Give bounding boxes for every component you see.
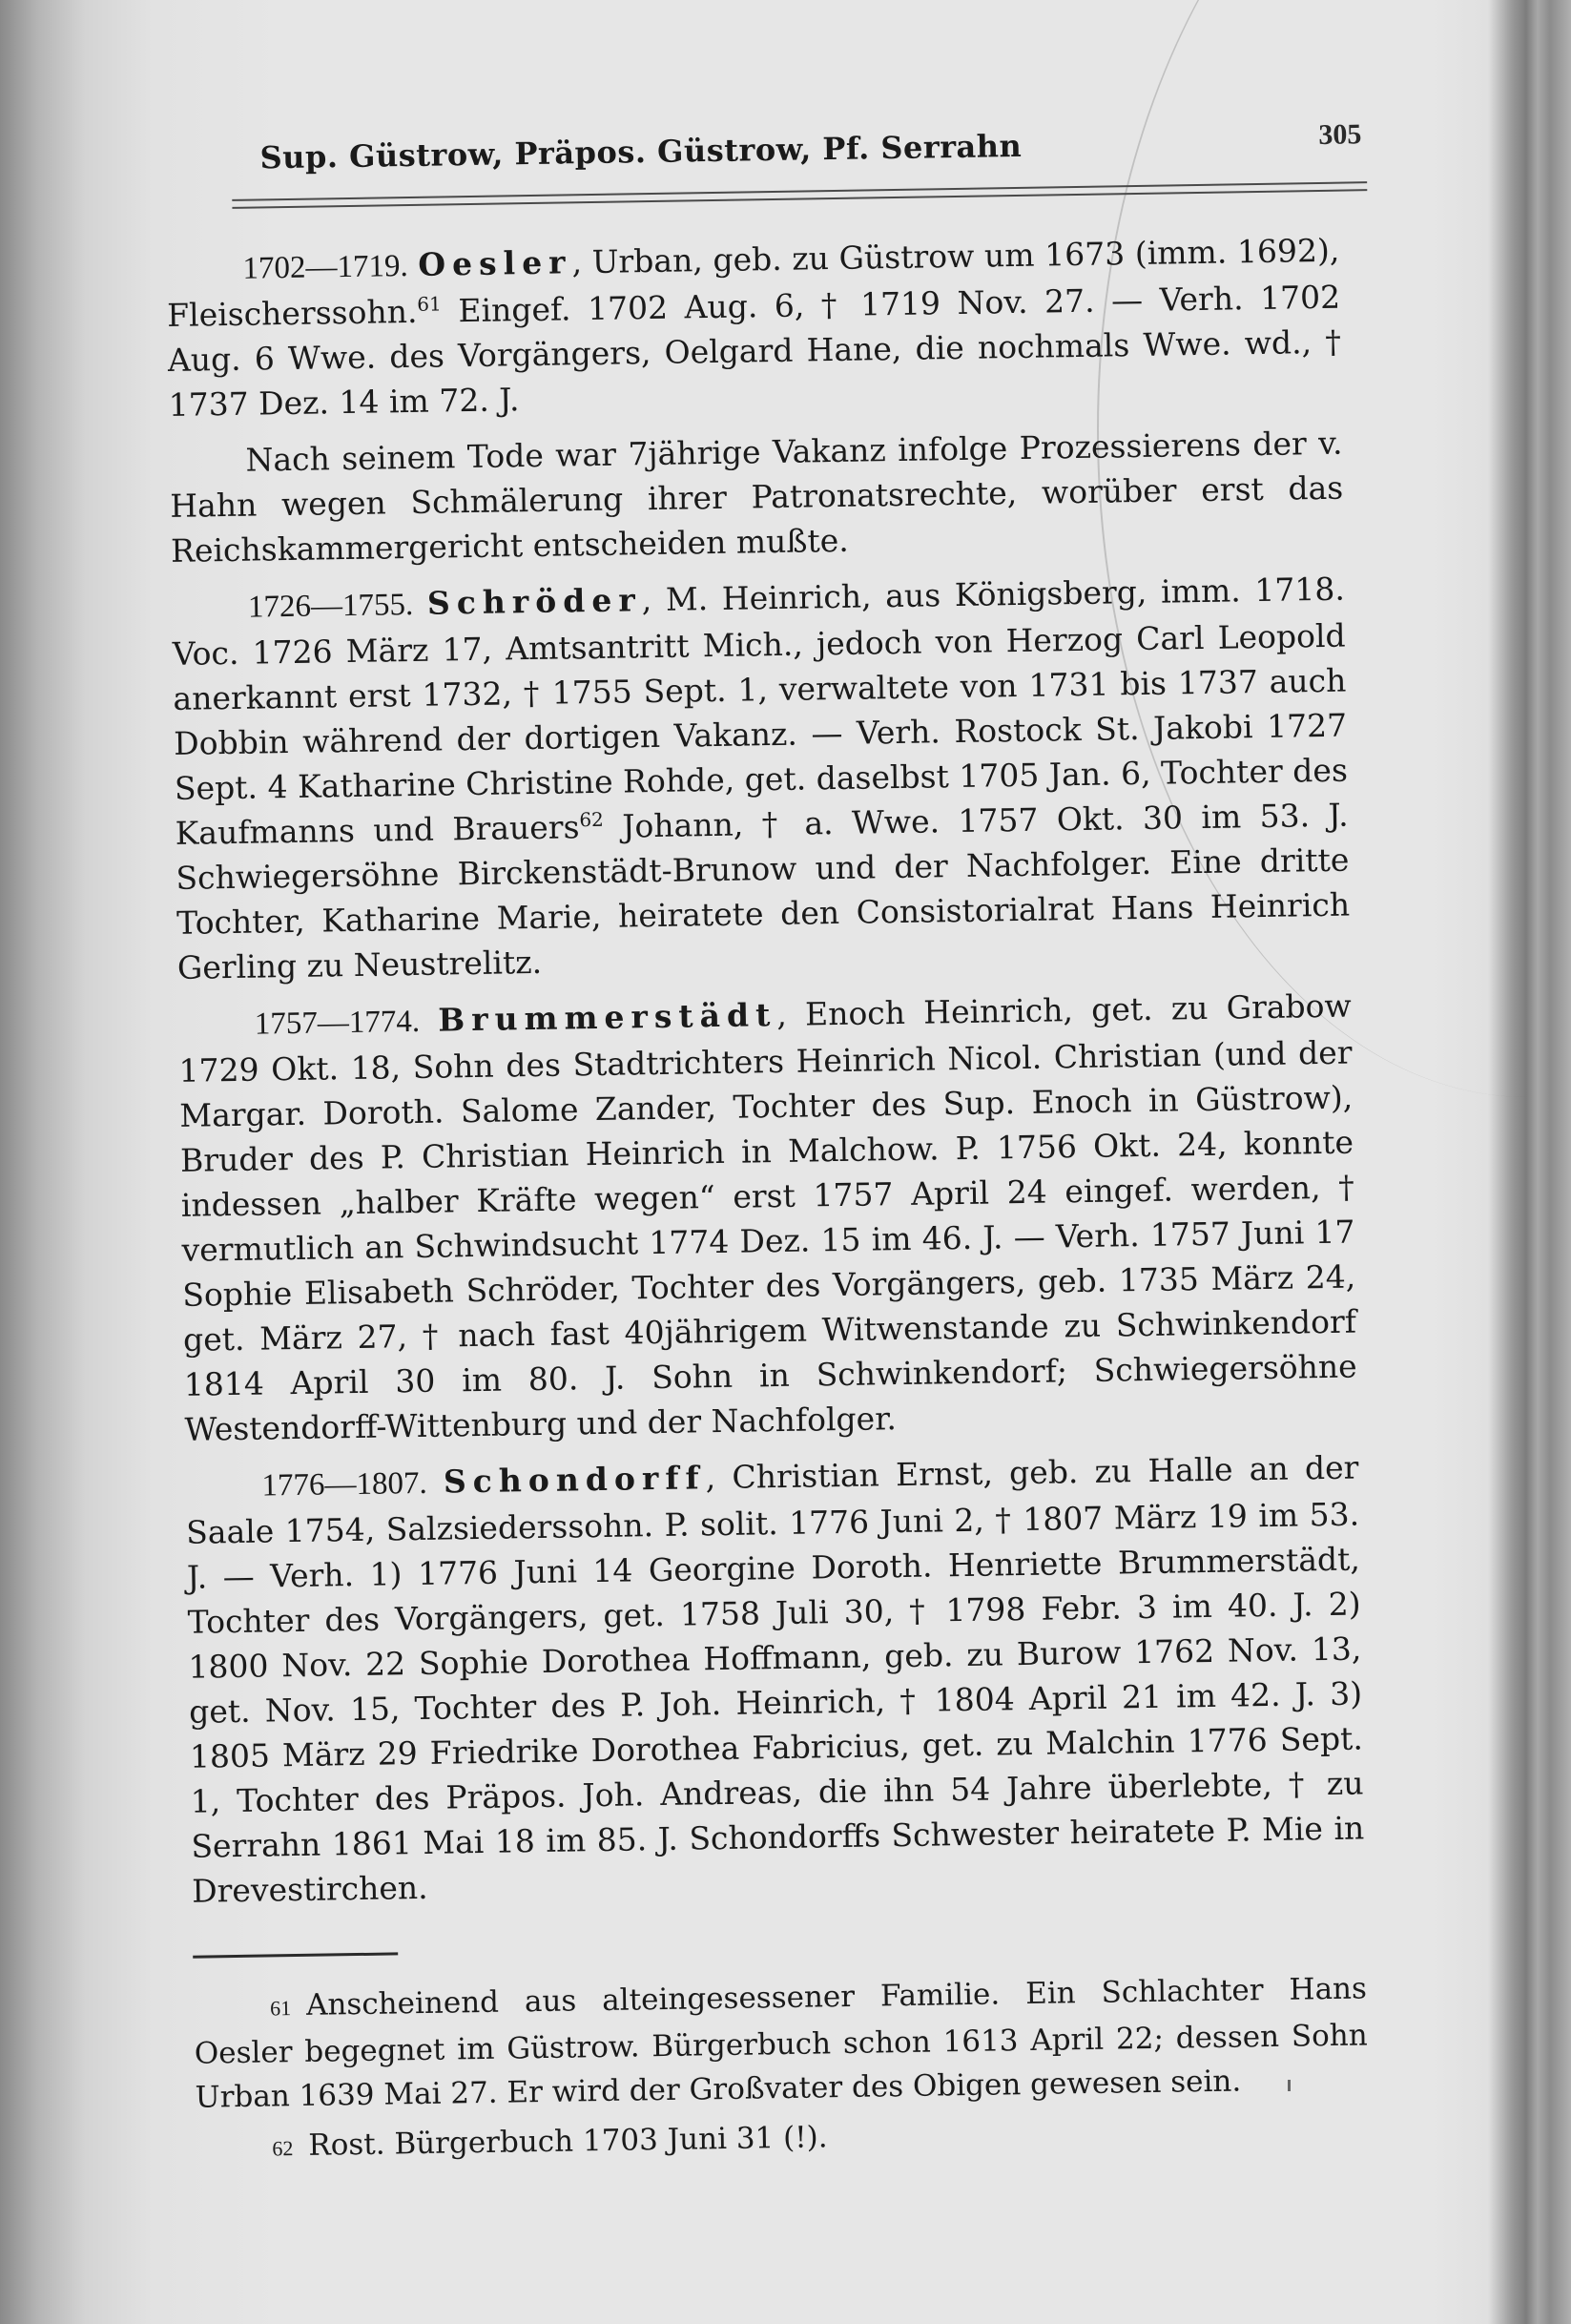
footnote-ref[interactable]: 62 — [579, 807, 604, 832]
entry-brummerstaedt — [177, 984, 1357, 1452]
footnote-text: Anscheinend aus alteingesessener Familie. Ein Schlachter Hans Oesler begegnet im Güstrow. Bürgerbuch schon 1613 April 22; dessen Sohn Urban 1639 Mai 27. Er wird der Großvater des Obigen gewesen sein. — [194, 1971, 1368, 2115]
page-number: 305 — [1318, 118, 1362, 151]
page-body — [166, 228, 1370, 2178]
entry-name: Schondorff — [443, 1459, 706, 1501]
entry-years: 1776—1807. — [261, 1465, 427, 1504]
entry-text-after: Eingef. 1702 Aug. 6, † 1719 Nov. 27. — Verh. 1702 Aug. 6 Wwe. des Vorgängers, Oelgard Hane, die nochmals Wwe. wd., † 1737 Dez. 14 im 72. J. — [167, 278, 1342, 424]
entry-text: , Christian Ernst, geb. zu Halle an der Saale 1754, Salzsiederssohn. P. solit. 1776 Juni 2, † 1807 März 19 im 53. J. — Verh. 1) 1776 Juni 14 Georgine Doroth. Henriette Brummerstädt, Tochter des Vorgängers, get. 1758 Juli 30, † 1798 Febr. 3 im 40. J. 2) 1800 Nov. 22 Sophie Dorothea Hoffmann, geb. zu Burow 1762 Nov. 13, get. Nov. 15, Tochter des P. Joh. Heinrich, † 1804 April 21 im 42. J. 3) 1805 März 29 Friedrike Dorothea Fabricius, get. zu Malchin 1776 Sept. 1, Tochter des Präpos. Joh. Andreas, die ihn 54 Jahre überlebte, † zu Serrahn 1861 Mai 18 im 85. J. Schondorffs Schwester heiratete P. Mie in Drevestirchen. — [185, 1448, 1365, 1910]
entry-text: , M. Heinrich, aus Königsberg, imm. 1718. Voc. 1726 März 17, Amtsantritt Mich., jedoch von Herzog Carl Leopold anerkannt erst 1732, † 1755 Sept. 1, verwaltete von 1731 bis 1737 auch Dobbin während der dortigen Vakanz. — Verh. Rostock St. Jakobi 1727 Sept. 4 Katharine Christine Rohde, get. daselbst 1705 Jan. 6, Tochter des Kaufmanns und Brauers — [172, 570, 1349, 852]
entry-name: Oesler — [417, 243, 572, 283]
footnote-separator — [193, 1952, 398, 1958]
entry-years: 1726—1755. — [247, 587, 414, 625]
entry-text: , Urban, geb. zu Güstrow um 1673 (imm. 1692), Fleischerssohn. — [166, 231, 1340, 334]
footnote-number: 62 — [272, 2136, 294, 2161]
entry-years: 1702—1719. — [242, 248, 408, 286]
running-head: Sup. Güstrow, Präpos. Güstrow, Pf. Serrahn — [259, 127, 1023, 176]
footnote-61 — [194, 1966, 1369, 2119]
footnote-number: 61 — [269, 1996, 292, 2021]
scan-speck — [1288, 2080, 1291, 2091]
entry-years: 1757—1774. — [254, 1004, 421, 1042]
entry-oesler — [166, 228, 1342, 427]
entry-name: Schröder — [426, 581, 642, 622]
vacancy-note: Nach seinem Tode war 7jährige Vakanz infolge Prozessierens der v. Hahn wegen Schmälerung ihrer Patronatsrechte, worüber erst das Reichskammergericht entscheiden mußte. — [170, 424, 1344, 570]
entry-schondorff — [185, 1444, 1365, 1913]
footnote-text: Rost. Bürgerbuch 1703 Juni 31 (!). — [308, 2120, 828, 2163]
entry-text-after: Johann, † a. Wwe. 1757 Okt. 30 im 53. J. Schwiegersöhne Birckenstädt-Brunow und der Nachfolger. Eine dritte Tochter, Katharine Marie, heiratete den Consistorialrat Hans Heinrich Gerling zu Neustrelitz. — [176, 796, 1351, 986]
entry-text: , Enoch Heinrich, get. zu Grabow 1729 Okt. 18, Sohn des Stadtrichters Heinrich Nicol. Christian (und der Margar. Doroth. Salome Zander, Tochter des Sup. Enoch in Güstrow), Bruder des P. Christian Heinrich in Malchow. P. 1756 Okt. 24, konnte indessen „halber Kräfte wegen“ erst 1757 April 24 eingef. werden, † vermutlich an Schwindsucht 1774 Dez. 15 im 46. J. — Verh. 1757 Juni 17 Sophie Elisabeth Schröder, Tochter des Vorgängers, geb. 1735 März 24, get. März 27, † nach fast 40jährigem Witwenstande zu Schwinkendorf 1814 April 30 im 80. J. Sohn in Schwinkendorf; Schwiegersöhne Westendorff-Wittenburg und der Nachfolger. — [178, 986, 1357, 1448]
footnote-ref[interactable]: 61 — [417, 292, 442, 316]
entry-name: Brummerstädt — [438, 996, 777, 1039]
entry-schroeder — [172, 567, 1352, 990]
